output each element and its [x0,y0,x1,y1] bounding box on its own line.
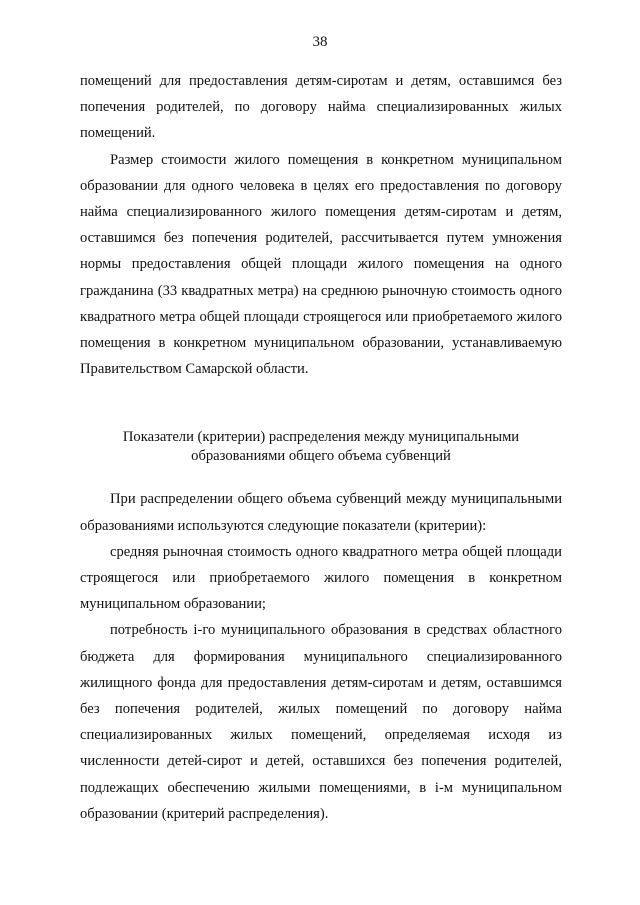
paragraph-continuation: помещений для предоставления детям-сиротам и детям, оставшимся без попечения родителей, по договору найма специализированных жилых помещений. [80,73,562,142]
document-body [80,68,562,827]
paragraph-criterion-price: средняя рыночная стоимость одного квадратного метра общей площади строящегося или приобретаемого жилого помещения в конкретном муниципальном образовании; [80,543,562,613]
paragraph-criteria-intro: При распределении общего объема субвенций между муниципальными образованиями используются следующие показатели (критерии): [80,491,562,534]
section-title-line1: Показатели (критерии) распределения между муниципальными [122,429,520,446]
page-number: 38 [312,34,328,50]
section-title [80,428,562,466]
paragraph-criterion-need: потребность i-го муниципального образования в средствах областного бюджета для формирования муниципального специализированного жилищного фонда для предоставления детям-сиротам и детям, оставшимся без попечения родителей, жилых помещений по договору найма специализированных жилых помещений, определяемая исходя из численности детей-сирот и детей, оставшихся без попечения родителей, подлежащих обеспечению жилыми помещениями, в i-м муниципальном образовании (критерий распределения). [80,622,562,822]
section-title-line2: образованиями общего объема субвенций [191,448,451,465]
paragraph-cost-calculation: Размер стоимости жилого помещения в конкретном муниципальном образовании для одного человека в целях его предоставления по договору найма специализированного жилого помещения детям-сиротам и детям, оставшимся без попечения родителей, рассчитывается путем умножения нормы предоставления общей площади жилого помещения на одного гражданина (33 квадратных метра) на среднюю рыночную стоимость одного квадратного метра общей площади строящегося или приобретаемого жилого помещения в конкретном муниципальном образовании, устанавливаемую Правительством Самарской области. [80,151,562,378]
